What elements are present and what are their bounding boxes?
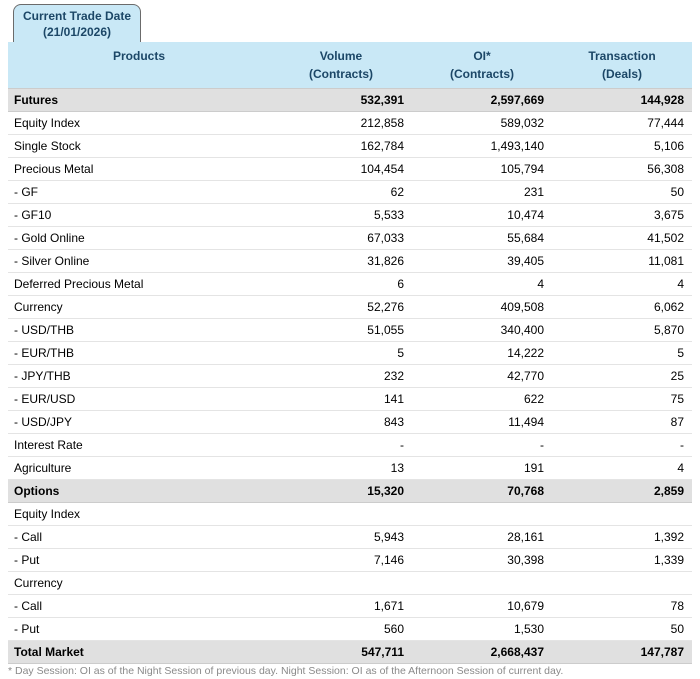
table-row <box>8 249 692 272</box>
table-row <box>8 640 692 663</box>
transaction-cell: 4 <box>552 456 692 479</box>
oi-cell: 231 <box>412 180 552 203</box>
header-transaction: Transaction (Deals) <box>552 42 692 88</box>
transaction-cell: 147,787 <box>552 640 692 663</box>
volume-cell: 13 <box>270 456 412 479</box>
transaction-cell: 50 <box>552 617 692 640</box>
oi-cell: 11,494 <box>412 410 552 433</box>
transaction-cell: 1,339 <box>552 548 692 571</box>
oi-cell: 55,684 <box>412 226 552 249</box>
oi-cell: 1,493,140 <box>412 134 552 157</box>
volume-cell: 212,858 <box>270 111 412 134</box>
transaction-cell: 6,062 <box>552 295 692 318</box>
product-cell: Equity Index <box>8 111 270 134</box>
product-cell: - GF10 <box>8 203 270 226</box>
transaction-cell: - <box>552 433 692 456</box>
table-row <box>8 157 692 180</box>
product-cell: Deferred Precious Metal <box>8 272 270 295</box>
transaction-cell: 144,928 <box>552 88 692 111</box>
market-summary-table <box>8 42 692 664</box>
transaction-cell: 4 <box>552 272 692 295</box>
product-cell: - Gold Online <box>8 226 270 249</box>
product-cell: - Put <box>8 548 270 571</box>
table-row <box>8 111 692 134</box>
table-row <box>8 456 692 479</box>
volume-cell <box>270 502 412 525</box>
table-row <box>8 180 692 203</box>
product-cell: Futures <box>8 88 270 111</box>
volume-cell: 843 <box>270 410 412 433</box>
volume-cell: 162,784 <box>270 134 412 157</box>
product-cell: - Call <box>8 594 270 617</box>
product-cell: - GF <box>8 180 270 203</box>
volume-cell: 5 <box>270 341 412 364</box>
oi-cell: 340,400 <box>412 318 552 341</box>
oi-cell: 30,398 <box>412 548 552 571</box>
table-row <box>8 617 692 640</box>
header-products: Products <box>8 42 270 88</box>
volume-cell: 31,826 <box>270 249 412 272</box>
transaction-cell: 25 <box>552 364 692 387</box>
header-volume: Volume (Contracts) <box>270 42 412 88</box>
product-cell: Currency <box>8 571 270 594</box>
volume-cell: 104,454 <box>270 157 412 180</box>
table-row <box>8 433 692 456</box>
table-row <box>8 525 692 548</box>
oi-cell: 409,508 <box>412 295 552 318</box>
table-row <box>8 226 692 249</box>
volume-cell: 7,146 <box>270 548 412 571</box>
product-cell: Total Market <box>8 640 270 663</box>
product-cell: Single Stock <box>8 134 270 157</box>
product-cell: - Call <box>8 525 270 548</box>
table-row <box>8 203 692 226</box>
table-row <box>8 272 692 295</box>
transaction-cell <box>552 502 692 525</box>
volume-cell: 532,391 <box>270 88 412 111</box>
product-cell: Interest Rate <box>8 433 270 456</box>
volume-cell: 6 <box>270 272 412 295</box>
product-cell: - Put <box>8 617 270 640</box>
oi-cell: 39,405 <box>412 249 552 272</box>
product-cell: Agriculture <box>8 456 270 479</box>
oi-cell: 622 <box>412 387 552 410</box>
table-row <box>8 594 692 617</box>
product-cell: - Silver Online <box>8 249 270 272</box>
table-row <box>8 341 692 364</box>
transaction-cell: 50 <box>552 180 692 203</box>
transaction-cell: 2,859 <box>552 479 692 502</box>
volume-cell: - <box>270 433 412 456</box>
tab-label-line1: Current Trade Date <box>22 8 132 23</box>
product-cell: - USD/THB <box>8 318 270 341</box>
oi-cell: 28,161 <box>412 525 552 548</box>
tab-current-trade-date[interactable] <box>13 4 141 42</box>
oi-cell <box>412 502 552 525</box>
table-row <box>8 88 692 111</box>
table-body <box>8 88 692 663</box>
transaction-cell: 5,870 <box>552 318 692 341</box>
product-cell: Precious Metal <box>8 157 270 180</box>
transaction-cell: 41,502 <box>552 226 692 249</box>
oi-cell: 1,530 <box>412 617 552 640</box>
table-row <box>8 364 692 387</box>
transaction-cell: 75 <box>552 387 692 410</box>
oi-cell: 4 <box>412 272 552 295</box>
volume-cell: 15,320 <box>270 479 412 502</box>
oi-cell: 105,794 <box>412 157 552 180</box>
transaction-cell: 11,081 <box>552 249 692 272</box>
transaction-cell: 78 <box>552 594 692 617</box>
oi-cell: - <box>412 433 552 456</box>
volume-cell: 560 <box>270 617 412 640</box>
table-row <box>8 479 692 502</box>
table-row <box>8 548 692 571</box>
oi-cell <box>412 571 552 594</box>
transaction-cell: 77,444 <box>552 111 692 134</box>
transaction-cell: 3,675 <box>552 203 692 226</box>
oi-cell: 589,032 <box>412 111 552 134</box>
product-cell: - EUR/THB <box>8 341 270 364</box>
product-cell: - JPY/THB <box>8 364 270 387</box>
transaction-cell <box>552 571 692 594</box>
volume-cell: 141 <box>270 387 412 410</box>
volume-cell: 1,671 <box>270 594 412 617</box>
oi-footnote: * Day Session: OI as of the Night Session of previous day. Night Session: OI as of the Afternoon Session of current day. <box>8 665 564 677</box>
table-row <box>8 410 692 433</box>
volume-cell: 67,033 <box>270 226 412 249</box>
oi-cell: 191 <box>412 456 552 479</box>
volume-cell: 51,055 <box>270 318 412 341</box>
market-summary-table-wrap <box>8 42 692 664</box>
table-row <box>8 502 692 525</box>
oi-cell: 14,222 <box>412 341 552 364</box>
oi-cell: 42,770 <box>412 364 552 387</box>
header-oi: OI* (Contracts) <box>412 42 552 88</box>
volume-cell: 5,533 <box>270 203 412 226</box>
product-cell: - USD/JPY <box>8 410 270 433</box>
tab-label-line2: (21/01/2026) <box>42 24 112 39</box>
transaction-cell: 5 <box>552 341 692 364</box>
oi-cell: 70,768 <box>412 479 552 502</box>
transaction-cell: 1,392 <box>552 525 692 548</box>
oi-cell: 10,679 <box>412 594 552 617</box>
table-row <box>8 318 692 341</box>
table-row <box>8 134 692 157</box>
transaction-cell: 56,308 <box>552 157 692 180</box>
volume-cell: 5,943 <box>270 525 412 548</box>
volume-cell: 52,276 <box>270 295 412 318</box>
volume-cell: 547,711 <box>270 640 412 663</box>
product-cell: - EUR/USD <box>8 387 270 410</box>
table-header <box>8 42 692 88</box>
product-cell: Options <box>8 479 270 502</box>
table-row <box>8 387 692 410</box>
table-row <box>8 571 692 594</box>
volume-cell: 232 <box>270 364 412 387</box>
table-row <box>8 295 692 318</box>
transaction-cell: 5,106 <box>552 134 692 157</box>
transaction-cell: 87 <box>552 410 692 433</box>
volume-cell: 62 <box>270 180 412 203</box>
oi-cell: 10,474 <box>412 203 552 226</box>
oi-cell: 2,597,669 <box>412 88 552 111</box>
product-cell: Currency <box>8 295 270 318</box>
volume-cell <box>270 571 412 594</box>
product-cell: Equity Index <box>8 502 270 525</box>
oi-cell: 2,668,437 <box>412 640 552 663</box>
